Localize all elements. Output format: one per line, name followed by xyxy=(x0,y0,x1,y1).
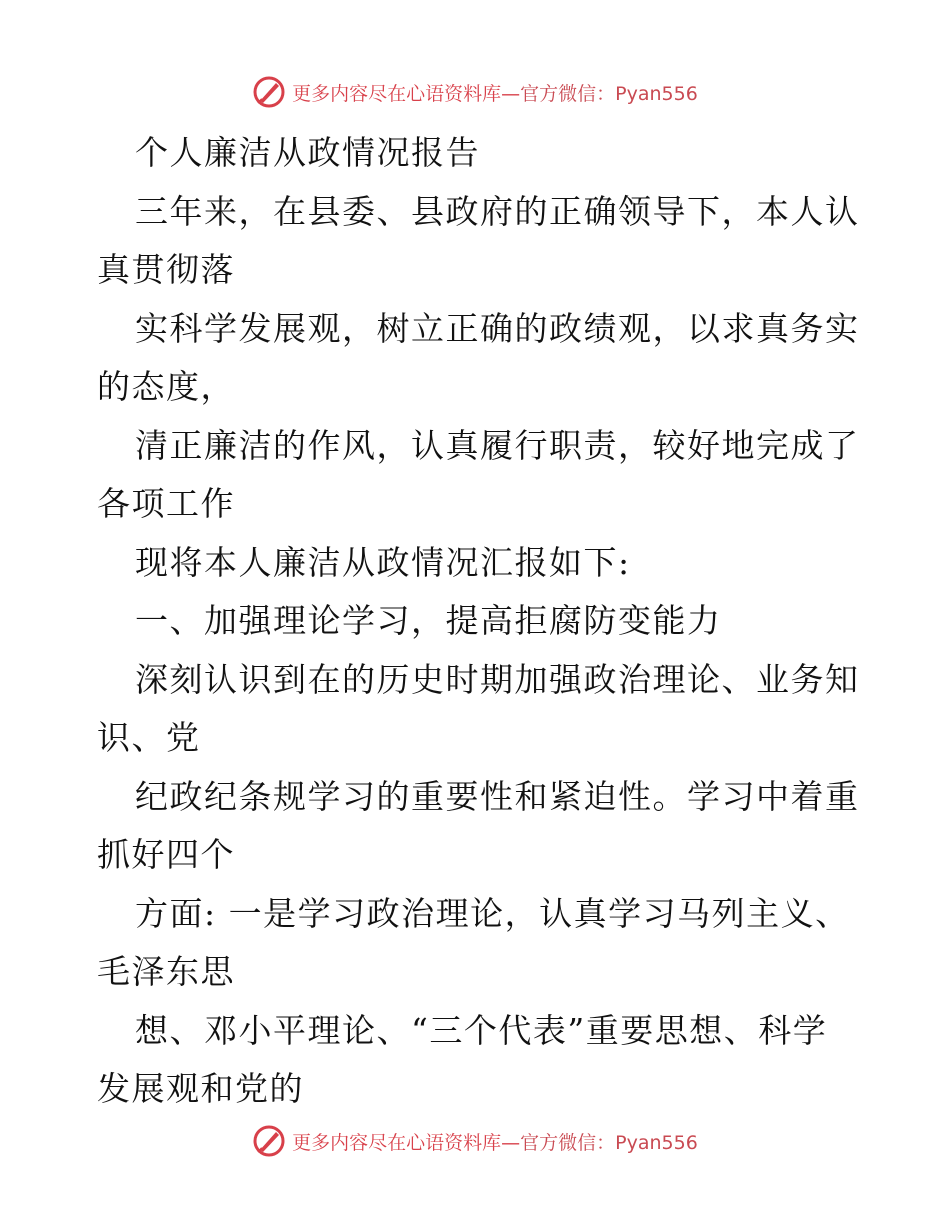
document-title: 个人廉洁从政情况报告 xyxy=(135,133,480,172)
text-line: 真贯彻落 xyxy=(97,250,235,289)
text-line: 清正廉洁的作风，认真履行职责，较好地完成了 xyxy=(135,425,860,465)
banner-text xyxy=(292,1128,698,1155)
text-line: 发展观和党的 xyxy=(97,1069,304,1108)
text-line: 现将本人廉洁从政情况汇报如下: xyxy=(135,542,631,582)
text-line: 三年来，在县委、县政府的正确领导下，本人认 xyxy=(135,191,860,231)
text-line: 方面: 一是学习政治理论，认真学习马列主义、 xyxy=(135,893,850,933)
text-line: 实科学发展观，树立正确的政绩观，以求真务实 xyxy=(135,308,860,348)
document-body xyxy=(97,124,860,1119)
text-line: 深刻认识到在的历史时期加强政治理论、业务知 xyxy=(135,659,860,699)
text-line: 识、党 xyxy=(97,718,201,757)
banner-wechat-text: 官方微信：Pyan556 xyxy=(520,1131,698,1154)
text-line: 一、加强理论学习，提高拒腐防变能力 xyxy=(135,601,722,640)
banner-text xyxy=(292,79,698,106)
text-line: 抓好四个 xyxy=(97,835,235,874)
text-line: 想、邓小平理论、“三个代表”重要思想、科学 xyxy=(135,1010,828,1050)
banner-separator: — xyxy=(501,82,521,105)
footer-banner xyxy=(0,1121,950,1161)
text-line: 毛泽东思 xyxy=(97,952,235,991)
header-banner xyxy=(0,72,950,112)
quill-seal-icon xyxy=(252,75,286,109)
text-line: 的态度， xyxy=(97,367,235,406)
banner-separator: — xyxy=(501,1131,521,1154)
text-line: 纪政纪条规学习的重要性和紧迫性。学习中着重 xyxy=(135,776,860,816)
banner-wechat-text: 官方微信：Pyan556 xyxy=(520,82,698,105)
quill-seal-icon xyxy=(252,1124,286,1158)
banner-main-text: 更多内容尽在心语资料库 xyxy=(292,1131,502,1154)
banner-main-text: 更多内容尽在心语资料库 xyxy=(292,82,502,105)
text-line: 各项工作 xyxy=(97,484,235,523)
